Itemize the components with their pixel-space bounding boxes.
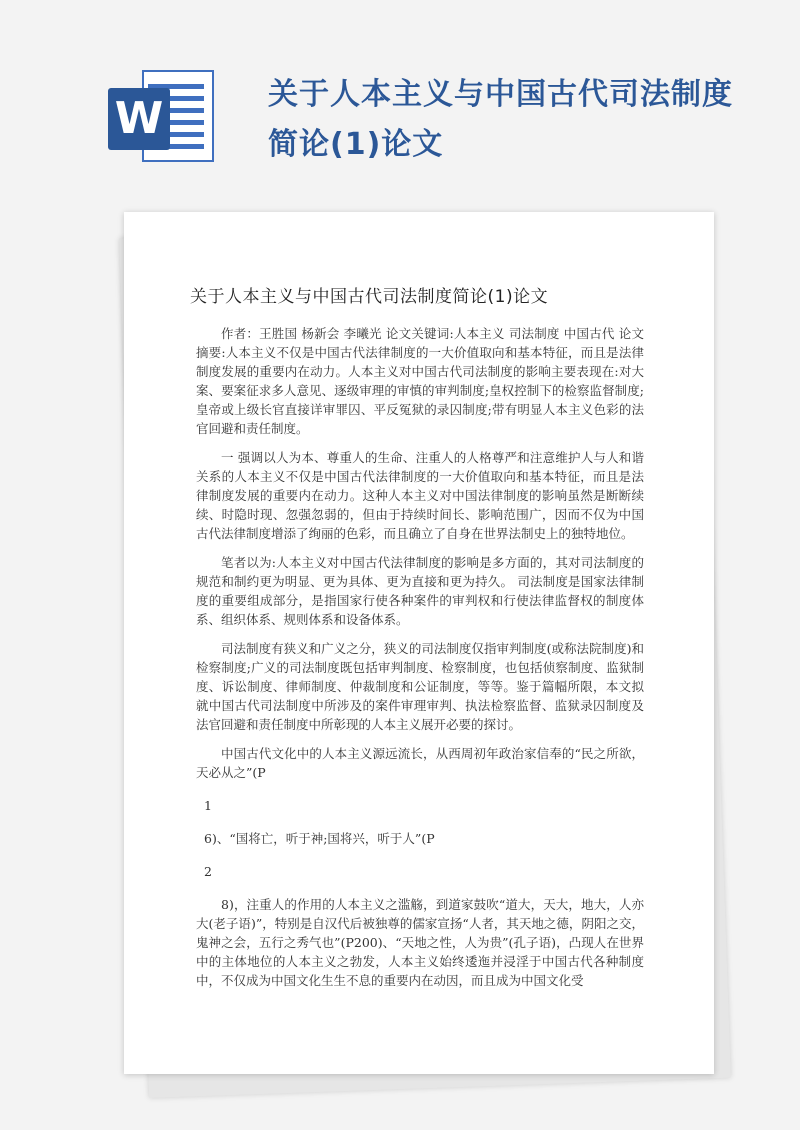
- paragraph: 中国古代文化中的人本主义源远流长，从西周初年政治家信奉的“民之所欲，天必从之”(P: [196, 746, 644, 780]
- page-title: 关于人本主义与中国古代司法制度简论(1)论文: [268, 77, 733, 162]
- paragraph: 一 强调以人为本、尊重人的生命、注重人的人格尊严和注意维护人与人和谐关系的人本主义不仅是中国古代法律制度的一大价值取向和基本特征，而且是法律制度发展的重要内在动力。这种人本主义对中国法律制度的影响虽然是断断续续、时隐时现、忽强忽弱的，但由于持续时间长、影响范围广，因而不仅为中国古代法律制度增添了绚丽的色彩，而且确立了自身在世界法制史上的独特地位。: [196, 450, 644, 541]
- word-logo-letter: W: [108, 88, 170, 150]
- paragraph: 笔者以为:人本主义对中国古代法律制度的影响是多方面的，其对司法制度的规范和制约更为明显、更为具体、更为直接和更为持久。 司法制度是国家法律制度的重要组成部分，是指国家行使各种案件的审判权和行使法律监督权的制度体系、组织体系、规则体系和设备体系。: [196, 555, 644, 627]
- paragraph: 作者：王胜国 杨新会 李曦光 论文关键词:人本主义 司法制度 中国古代 论文摘要:人本主义不仅是中国古代法律制度的一大价值取向和基本特征，而且是法律制度发展的重要内在动力。人本主义对中国古代司法制度的影响主要表现在:对大案、要案征求多人意见、逐级审理的审慎的审判制度;皇权控制下的检察监督制度;皇帝或上级长官直接详审罪囚、平反冤狱的录囚制度;带有明显人本主义色彩的法官回避和责任制度。: [196, 326, 644, 436]
- paragraph: 8)，注重人的作用的人本主义之滥觞，到道家鼓吹“道大，天大，地大，人亦大(老子语)”，特别是自汉代后被独尊的儒家宣扬“人者，其天地之德，阴阳之交，鬼神之会，五行之秀气也”(P200)、“天地之性，人为贵”(孔子语)，凸现人在世界中的主体地位的人本主义之勃发，人本主义始终逶迤并浸淫于中国古代各种制度中，不仅成为中国文化生生不息的重要内在动因，而且成为中国文化受: [196, 897, 644, 988]
- paragraph: 司法制度有狭义和广义之分，狭义的司法制度仅指审判制度(或称法院制度)和检察制度;广义的司法制度既包括审判制度、检察制度，也包括侦察制度、监狱制度、诉讼制度、律师制度、仲裁制度和公证制度，等等。鉴于篇幅所限，本文拟就中国古代司法制度中所涉及的案件审理审判、执法检察监督、监狱录囚制度及法官回避和责任制度中所彰现的人本主义展开必要的探讨。: [196, 641, 644, 732]
- footnote-fragment: 1: [204, 798, 212, 813]
- word-document-icon: [108, 70, 218, 165]
- footnote-fragment: 2: [204, 864, 212, 879]
- document-body: [196, 324, 644, 1000]
- document-title: 关于人本主义与中国古代司法制度简论(1)论文: [190, 287, 549, 307]
- header: [0, 0, 800, 200]
- paragraph-fragment: 6)、“国将亡，听于神;国将兴，听于人”(P: [204, 831, 435, 846]
- document-page: [124, 212, 714, 1074]
